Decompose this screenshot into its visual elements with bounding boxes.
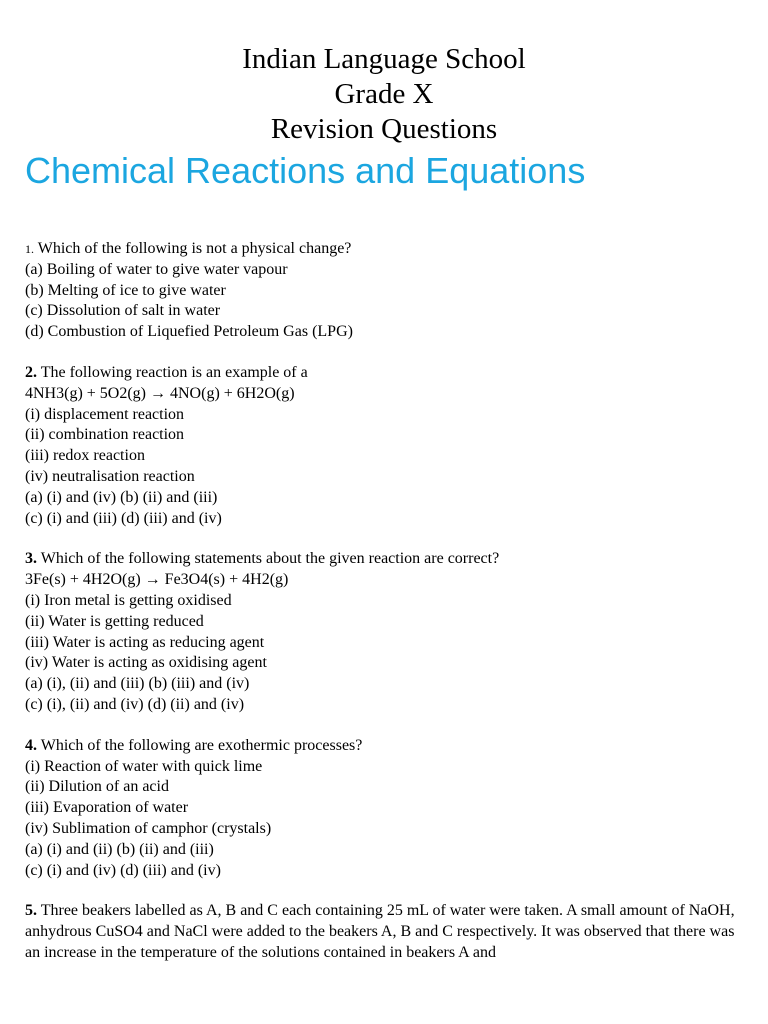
question-text: The following reaction is an example of a	[40, 363, 308, 381]
grade-label: Grade X	[334, 78, 434, 110]
option-line: (a) (i) and (iv) (b) (ii) and (iii)	[25, 488, 218, 506]
option-line: (b) Melting of ice to give water	[25, 281, 226, 299]
option-line: (i) displacement reaction	[25, 405, 185, 423]
school-name: Indian Language School	[242, 43, 526, 75]
question-number: 4.	[25, 736, 37, 754]
question-stem	[25, 736, 745, 757]
option-line: (iii) Water is acting as reducing agent	[25, 633, 265, 651]
question-number: 5.	[25, 902, 37, 920]
question-number: 1.	[25, 242, 34, 256]
option-line: (a) Boiling of water to give water vapour	[25, 260, 288, 278]
chapter-title: Chemical Reactions and Equations	[25, 150, 586, 191]
question-stem	[25, 549, 745, 570]
option-line: (d) Combustion of Liquefied Petroleum Gas (LPG)	[25, 323, 353, 341]
question-text: Which of the following are exothermic processes?	[40, 736, 363, 754]
option-line: (ii) Water is getting reduced	[25, 612, 204, 630]
question-text: Three beakers labelled as A, B and C each containing 25 mL of water were taken. A small amount of NaOH, anhydrous CuSO4 and NaCl were added to the beakers A, B and C respectively. It was observed that there was an increase in the temperature of the solutions contained in beakers A and	[25, 902, 735, 961]
option-line: (c) (i) and (iv) (d) (iii) and (iv)	[25, 861, 221, 879]
option-line: (i) Iron metal is getting oxidised	[25, 591, 232, 609]
chemical-equation: 4NH3(g) + 5O2(g) → 4NO(g) + 6H2O(g)	[25, 384, 295, 402]
question-stem	[25, 901, 745, 963]
document-subtitle: Revision Questions	[270, 113, 498, 145]
question-list	[25, 239, 745, 984]
chemical-equation: 3Fe(s) + 4H2O(g) → Fe3O4(s) + 4H2(g)	[25, 571, 289, 589]
document-header	[0, 42, 768, 147]
option-line: (ii) combination reaction	[25, 426, 185, 444]
option-line: (c) (i) and (iii) (d) (iii) and (iv)	[25, 509, 222, 527]
question-2	[25, 363, 745, 529]
option-line: (a) (i) and (ii) (b) (ii) and (iii)	[25, 840, 214, 858]
question-5	[25, 901, 745, 963]
option-line: (iv) neutralisation reaction	[25, 467, 195, 485]
option-line: (iv) Water is acting as oxidising agent	[25, 654, 267, 672]
question-number: 2.	[25, 363, 37, 381]
option-line: (i) Reaction of water with quick lime	[25, 757, 263, 775]
question-3	[25, 549, 745, 715]
option-line: (c) (i), (ii) and (iv) (d) (ii) and (iv)	[25, 695, 245, 713]
question-4	[25, 736, 745, 882]
question-text: Which of the following is not a physical change?	[37, 240, 352, 257]
question-stem	[25, 363, 745, 384]
option-line: (iv) Sublimation of camphor (crystals)	[25, 819, 272, 837]
option-line: (a) (i), (ii) and (iii) (b) (iii) and (iv)	[25, 675, 250, 693]
question-text: Which of the following statements about the given reaction are correct?	[40, 550, 500, 568]
option-line: (iii) redox reaction	[25, 447, 145, 465]
option-line: (ii) Dilution of an acid	[25, 778, 169, 796]
question-stem	[25, 239, 745, 260]
option-line: (iii) Evaporation of water	[25, 799, 189, 817]
question-number: 3.	[25, 550, 37, 568]
question-1	[25, 239, 745, 343]
option-line: (c) Dissolution of salt in water	[25, 302, 221, 320]
